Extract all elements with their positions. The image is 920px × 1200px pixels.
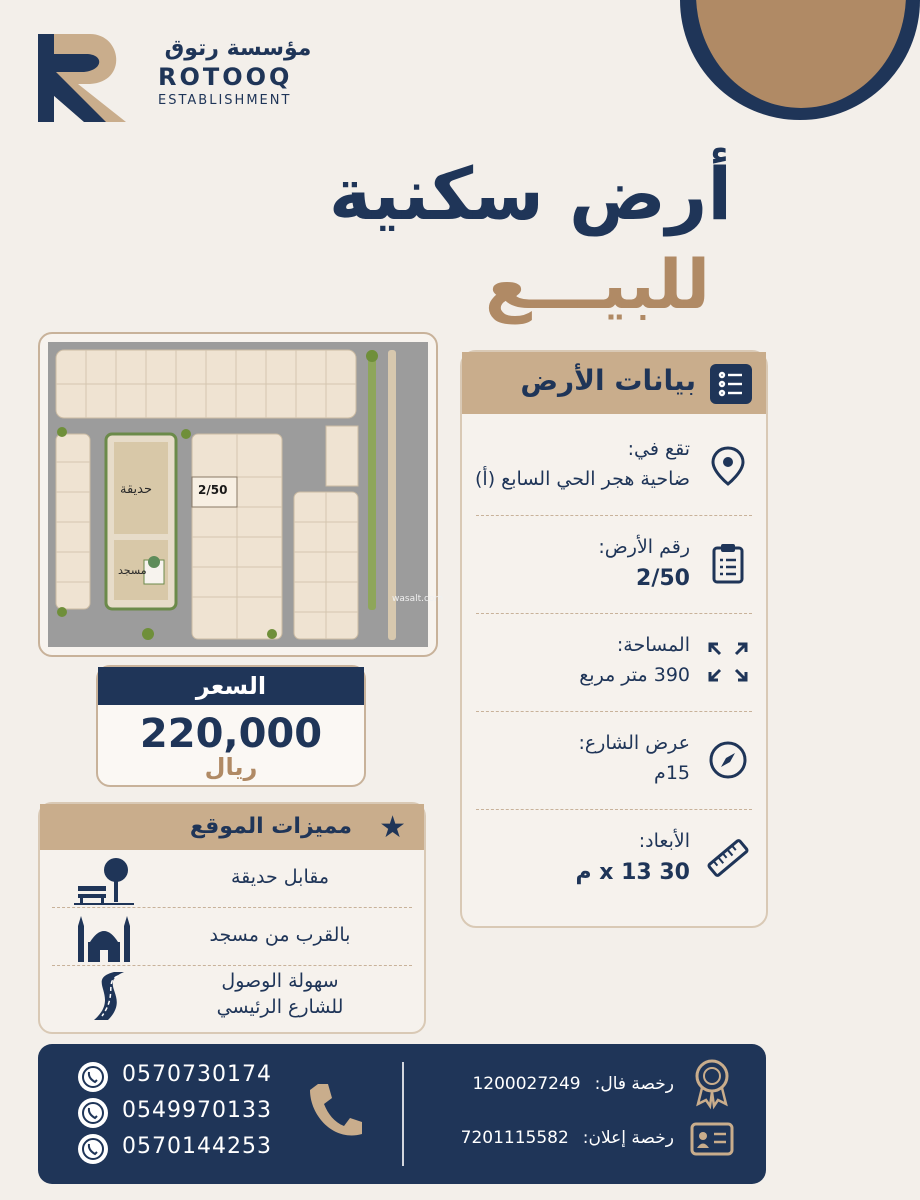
price-value: 220,000 xyxy=(139,711,323,757)
feature-text-line1: سهولة الوصول xyxy=(221,970,339,992)
info-row-location xyxy=(462,418,766,516)
info-row-plot-number xyxy=(462,516,766,614)
list-icon xyxy=(710,364,752,404)
ad-license-label: رخصة إعلان: xyxy=(582,1128,674,1148)
road-icon xyxy=(74,970,134,1022)
expand-arrows-icon xyxy=(706,640,750,684)
map-garden-label: حديقة xyxy=(120,482,153,497)
fal-license xyxy=(472,1074,674,1094)
feature-text-line2: للشارع الرئيسي xyxy=(216,996,344,1018)
info-label: الأبعاد: xyxy=(638,830,690,852)
map-plot-label: 2/50 xyxy=(198,483,228,497)
location-pin-icon xyxy=(706,444,750,488)
contact-footer xyxy=(38,1044,766,1184)
feature-text xyxy=(170,968,390,1020)
rotooq-logo-icon xyxy=(34,30,130,124)
info-label: المساحة: xyxy=(616,634,690,656)
feature-item-mosque xyxy=(40,908,424,966)
price-box xyxy=(96,665,366,787)
ad-license xyxy=(461,1128,674,1148)
brand-name-ar: مؤسسة رتوق xyxy=(164,36,312,61)
star-icon: ★ xyxy=(379,810,406,845)
brand-name-en: ROTOOQ xyxy=(158,63,293,91)
plot-map xyxy=(48,342,444,647)
info-value: 15م xyxy=(654,762,690,784)
info-value: 30 x 13 م xyxy=(575,860,690,885)
id-card-icon xyxy=(690,1122,734,1156)
features-title: مميزات الموقع xyxy=(189,814,352,839)
clipboard-icon xyxy=(706,542,750,586)
park-bench-tree-icon xyxy=(74,854,134,906)
ruler-icon xyxy=(706,836,750,880)
land-info-header xyxy=(462,352,766,414)
mosque-icon xyxy=(74,912,134,964)
phone-number[interactable]: 0570144253 xyxy=(122,1134,272,1159)
info-value: 2/50 xyxy=(636,566,690,591)
phone-handset-icon xyxy=(304,1080,364,1144)
land-info-panel xyxy=(460,350,768,928)
fal-license-label: رخصة فال: xyxy=(594,1074,674,1094)
plot-map-frame xyxy=(38,332,444,657)
fal-license-value: 1200027249 xyxy=(472,1074,581,1094)
feature-item-road xyxy=(40,966,424,1030)
info-row-dimensions xyxy=(462,810,766,908)
corner-arc-decoration xyxy=(670,0,800,160)
info-value: ضاحية هجر الحي السابع (أ) xyxy=(475,468,690,490)
headline-line1: أرض سكنية xyxy=(328,152,732,236)
map-mosque-label: مسجد xyxy=(118,564,147,577)
award-badge-icon xyxy=(690,1058,734,1108)
feature-text: بالقرب من مسجد xyxy=(209,924,351,946)
feature-text: مقابل حديقة xyxy=(230,866,330,888)
features-header xyxy=(40,804,424,850)
ad-license-value: 7201115582 xyxy=(460,1128,569,1148)
footer-divider xyxy=(402,1062,404,1166)
brand-subtitle: ESTABLISHMENT xyxy=(158,93,292,108)
price-heading: السعر xyxy=(98,667,364,705)
price-currency: ريال xyxy=(204,753,258,781)
info-value: 390 متر مربع xyxy=(579,664,690,686)
map-watermark: wasalt.com xyxy=(392,594,444,604)
compass-icon xyxy=(706,738,750,782)
info-label: رقم الأرض: xyxy=(598,536,690,558)
phone-number[interactable]: 0570730174 xyxy=(122,1062,272,1087)
land-info-title: بيانات الأرض xyxy=(520,364,696,397)
feature-item-garden xyxy=(40,850,424,908)
info-row-area xyxy=(462,614,766,712)
info-label: عرض الشارع: xyxy=(578,732,690,754)
info-label: تقع في: xyxy=(627,438,690,460)
phone-number[interactable]: 0549970133 xyxy=(122,1098,272,1123)
whatsapp-icon xyxy=(78,1098,108,1128)
headline-line2: للبيـــع xyxy=(485,246,710,325)
brand-block xyxy=(158,36,318,108)
whatsapp-icon xyxy=(78,1062,108,1092)
whatsapp-icon xyxy=(78,1134,108,1164)
info-row-street-width xyxy=(462,712,766,810)
site-features-panel xyxy=(38,802,426,1034)
